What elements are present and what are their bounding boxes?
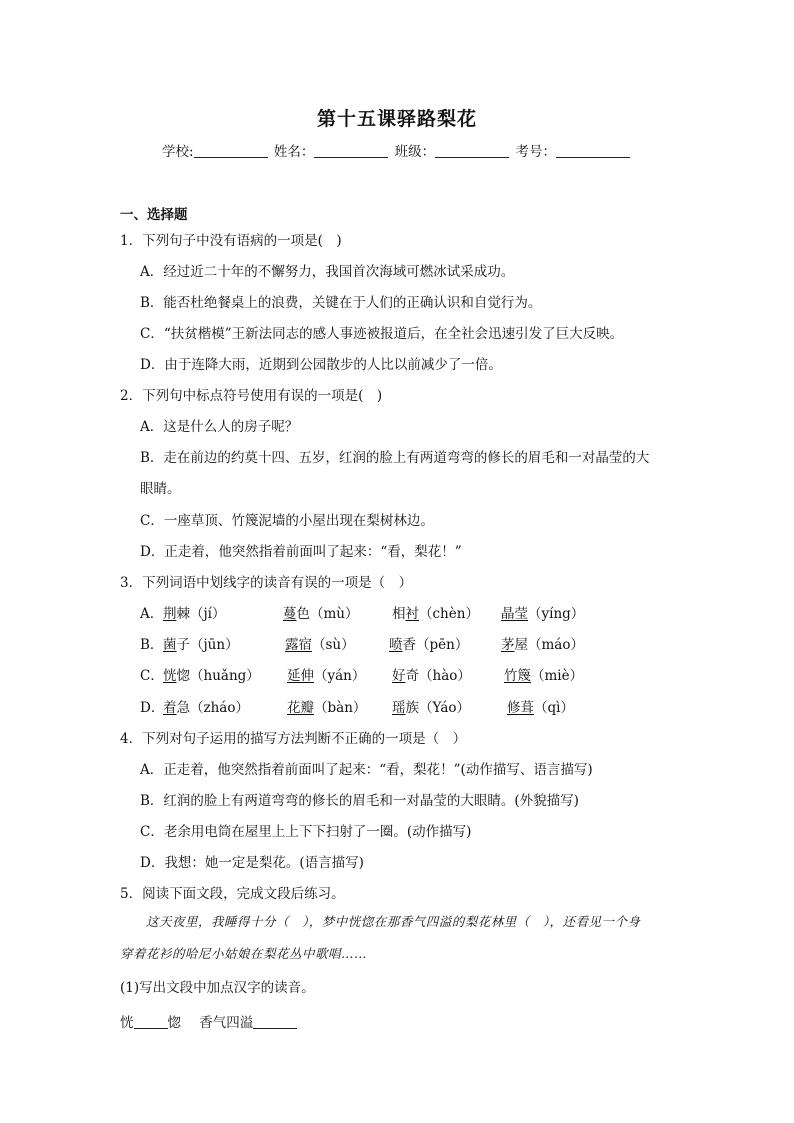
question-1-stem: 1．下列句子中没有语病的一项是( ) [120, 233, 342, 249]
pinyin-fill-line: 恍 惚 香气四溢 [120, 1011, 297, 1031]
question-2-stem: 2．下列句中标点符号使用有误的一项是( ) [120, 388, 383, 404]
pinyin-item: 好奇（hào） [392, 668, 471, 684]
pinyin-item: 荆棘（jí） [163, 606, 226, 622]
question-2-option-c: C．一座草顶、竹篾泥墙的小屋出现在梨树林边。 [140, 513, 434, 529]
pinyin-item: 喷香（pēn） [389, 637, 469, 653]
school-blank[interactable] [194, 143, 268, 158]
pinyin-item: 花瓣（bàn） [287, 700, 367, 716]
question-3-stem: 3．下列词语中划线字的读音有误的一项是（ ） [120, 575, 413, 591]
section-heading: 一、选择题 [120, 207, 188, 223]
question-4-option-a: A．正走着，他突然指着前面叫了起来：“看，梨花！”(动作描写、语言描写) [140, 762, 593, 778]
reading-passage [120, 906, 680, 970]
pinyin-item: 茅屋（máo） [501, 637, 584, 653]
pinyin-item: 相衬（chèn） [392, 606, 479, 622]
exam-number-label: 考号： [515, 144, 556, 160]
option-label: D． [140, 700, 165, 716]
fill-blank[interactable] [253, 1014, 297, 1029]
pinyin-item: 恍惚（huǎng） [163, 668, 260, 684]
question-2-option-a: A．这是什么人的房子呢？ [140, 419, 299, 435]
question-1-option-b: B．能否杜绝餐桌上的浪费，关键在于人们的正确认识和自觉行为。 [140, 295, 542, 311]
question-5-stem: 5．阅读下面文段，完成文段后练习。 [120, 886, 345, 902]
pinyin-item: 菌子（jūn） [163, 637, 239, 653]
pinyin-item: 修葺（qì） [507, 700, 574, 716]
question-1-option-d: D．由于连降大雨，近期到公园散步的人比以前减少了一倍。 [140, 357, 502, 373]
option-label: A． [140, 606, 164, 622]
question-2-option-d: D．正走着，他突然指着前面叫了起来：“看，梨花！” [140, 544, 462, 560]
question-1-option-a: A．经过近二十年的不懈努力，我国首次海域可燃冰试采成功。 [140, 264, 515, 280]
option-label: C． [140, 668, 164, 684]
school-label: 学校: [162, 144, 194, 160]
question-2-option-b: B．走在前边的约莫十四、五岁，红润的脸上有两道弯弯的修长的眉毛和一对晶莹的大 [140, 450, 650, 466]
option-label: B． [140, 637, 164, 653]
question-4-option-d: D．我想：她一定是梨花。(语言描写) [140, 855, 364, 871]
question-2-option-b-continued: 眼睛。 [140, 481, 181, 497]
name-blank[interactable] [314, 143, 388, 158]
name-label: 姓名： [273, 144, 315, 160]
exam-number-blank[interactable] [556, 143, 630, 158]
class-label: 班级： [394, 144, 436, 160]
pinyin-item: 着急（zháo） [163, 700, 249, 716]
question-4-stem: 4．下列对句子运用的描写方法判断不正确的一项是（ ） [120, 731, 467, 747]
page-title: 第十五课驿路梨花 [316, 108, 477, 130]
passage-line-2: 穿着花衫的哈尼小姑娘在梨花丛中歌唱…… [120, 946, 368, 961]
question-1-option-c: C．“扶贫楷模”王新法同志的感人事迹被报道后，在全社会迅速引发了巨大反映。 [140, 326, 624, 342]
question-4-option-c: C．老余用电筒在屋里上上下下扫射了一圈。(动作描写) [140, 824, 472, 840]
passage-line-1: 这天夜里，我睡得十分（ ），梦中恍惚在那香气四溢的梨花林里（ ），还看见一个身 [146, 914, 641, 929]
fill-blank[interactable] [134, 1014, 168, 1029]
pinyin-item: 露宿（sù） [285, 637, 355, 653]
pinyin-item: 竹篾（miè） [504, 668, 584, 684]
question-4-option-b: B．红润的脸上有两道弯弯的修长的眉毛和一对晶莹的大眼睛。(外貌描写) [140, 793, 579, 809]
pinyin-item: 延伸（yán） [287, 668, 366, 684]
class-blank[interactable] [435, 143, 509, 158]
pinyin-item: 蔓色（mù） [283, 606, 359, 622]
student-info-line [0, 140, 794, 160]
question-5-sub-1: (1)写出文段中加点汉字的读音。 [120, 980, 315, 996]
pinyin-item: 瑶族（Yáo） [392, 700, 471, 716]
pinyin-item: 晶莹（yíng） [501, 606, 585, 622]
